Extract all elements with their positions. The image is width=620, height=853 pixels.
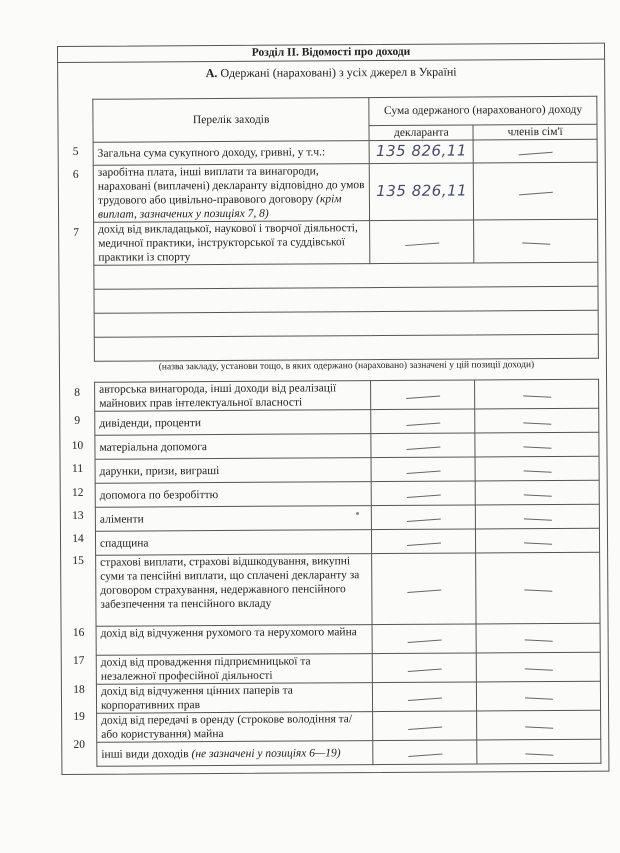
table-row	[95, 456, 599, 483]
row-text-main: інші види доходів	[101, 747, 189, 761]
table-row	[95, 379, 599, 411]
row-text: аліменти	[95, 506, 372, 532]
handwritten-amount: 135 826,11	[376, 181, 468, 201]
dash-mark	[407, 639, 441, 643]
family-value	[473, 162, 597, 220]
row-text: дарунки, призи, виграші	[95, 458, 372, 484]
row-number-13: 13	[72, 509, 84, 522]
table-row	[95, 480, 599, 507]
dash-mark	[406, 395, 440, 399]
row-text: спадщина	[95, 530, 372, 556]
header-sum: Сума одержаного (нарахованого) доходу	[369, 96, 597, 125]
row-number-8: 8	[74, 386, 81, 399]
row-text	[93, 164, 370, 223]
dash-mark	[408, 668, 442, 672]
row-number-16: 16	[72, 626, 85, 639]
subsection-title	[58, 62, 604, 83]
row-text: страхові виплати, страхові відшкодування, викупні суми та пенсійні виплати, що сплачені декларанту за договором страхування, недержавного пенсійного забезпечення та пенсійного вкладу	[96, 554, 373, 627]
form-frame	[57, 43, 609, 775]
declarant-value	[370, 163, 474, 221]
row-number-18: 18	[73, 683, 85, 696]
row-number-17: 17	[72, 654, 85, 667]
header-list: Перелік заходів	[93, 98, 370, 143]
row-text: дохід від провадження підприємницької та незалежної професійної діяльності	[96, 654, 373, 685]
row-text-main: заробітна плата, інші виплати та винагороди, нараховані (виплачені) декларанту відповідно до умов трудового або цивільно-правового договору	[97, 165, 365, 207]
header-declarant: декларанта	[369, 125, 473, 141]
row-number-5: 5	[72, 145, 79, 158]
table-row	[96, 681, 600, 713]
dash-mark	[407, 494, 441, 498]
family-value	[474, 219, 598, 263]
row-number-12: 12	[71, 486, 84, 499]
row-text: авторська винагорода, інші доходи від реалізації майнових прав інтелектуальної власності	[95, 381, 372, 412]
blank-row	[94, 334, 598, 361]
income-table	[92, 96, 601, 767]
scan-speck	[356, 512, 359, 515]
dash-mark	[406, 422, 440, 426]
row-text: дивіденди, проценти	[95, 410, 372, 436]
row-text-italic: (крім виплат, зазначених у позиціях 7, 8)	[97, 193, 342, 221]
row-number-9: 9	[74, 414, 81, 427]
row-number-6: 6	[72, 168, 79, 181]
row-text: дохід від передачі в оренду (строкове володіння та/або користування) майна	[97, 712, 374, 743]
dash-mark	[407, 542, 441, 546]
row-number-20: 20	[73, 738, 86, 751]
dash-mark	[523, 422, 551, 424]
dash-mark	[524, 542, 552, 544]
table-row	[96, 623, 600, 655]
blank-row	[94, 262, 598, 289]
family-value	[473, 139, 597, 163]
row-text-italic: (не зазначені у позиціях 6—19)	[191, 746, 341, 760]
handwritten-amount: 135 826,11	[375, 141, 467, 161]
dash-mark	[524, 589, 552, 591]
table-row	[96, 552, 600, 626]
dash-mark	[525, 726, 553, 728]
dash-mark	[523, 470, 551, 472]
dash-mark	[525, 697, 553, 699]
table-row	[95, 504, 599, 531]
dash-mark	[407, 518, 441, 522]
row-text: Загальна сума сукупного доходу, гривні, у т.ч.:	[93, 141, 370, 166]
row-text: матеріальна допомога	[95, 434, 372, 460]
row-text	[97, 741, 374, 767]
row-number-11: 11	[72, 462, 84, 475]
row-number-7: 7	[73, 226, 80, 239]
header-family: членів сім'ї	[473, 124, 597, 140]
dash-mark	[405, 242, 439, 246]
table-row	[97, 739, 601, 766]
dash-mark	[523, 446, 551, 448]
table-row	[95, 528, 599, 555]
row-text: дохід від відчуження цінних паперів та корпоративних прав	[96, 683, 373, 714]
table-row	[94, 219, 598, 265]
row-text: дохід від відчуження рухомого та нерухомого майна	[96, 625, 373, 656]
row-number-19: 19	[73, 710, 85, 723]
table-row	[96, 652, 600, 684]
declarant-value	[370, 220, 474, 264]
table-row	[95, 408, 599, 435]
blank-row	[94, 286, 598, 313]
table-row	[93, 139, 597, 165]
table-row	[97, 710, 601, 742]
dash-mark	[525, 753, 553, 755]
table-row	[95, 432, 599, 459]
row-number-15: 15	[72, 554, 84, 567]
dash-mark	[523, 395, 551, 397]
dash-mark	[524, 518, 552, 520]
dash-mark	[406, 470, 440, 474]
row-text: допомога по безробіттю	[95, 482, 372, 508]
dash-mark	[406, 446, 440, 450]
row-text: дохід від викладацької, наукової і творчої діяльності, медичної практики, інструкторської та суддівської практики із спорту	[94, 221, 371, 266]
dash-mark	[523, 494, 551, 496]
dash-mark	[519, 192, 553, 196]
subsection-letter: А.	[205, 66, 218, 81]
dash-mark	[408, 753, 442, 757]
dash-mark	[408, 697, 442, 701]
dash-mark	[407, 589, 441, 593]
declarant-value	[369, 140, 473, 164]
subsection-text: Одержані (нараховані) з усіх джерел в Україні	[220, 64, 457, 81]
row-number-14: 14	[72, 532, 84, 545]
blank-row	[94, 310, 598, 337]
table-row	[93, 162, 597, 222]
dash-mark	[524, 668, 552, 670]
dash-mark	[522, 242, 550, 244]
section-title: Розділ II. Відомості про доходи	[58, 44, 604, 63]
dash-mark	[524, 639, 552, 641]
dash-mark	[408, 726, 442, 730]
dash-mark	[518, 152, 552, 156]
row-number-10: 10	[71, 439, 84, 452]
institution-note: (назва закладу, установи тощо, в яких одержано (нараховано) зазначені у цій позиції доходи)	[158, 360, 535, 373]
